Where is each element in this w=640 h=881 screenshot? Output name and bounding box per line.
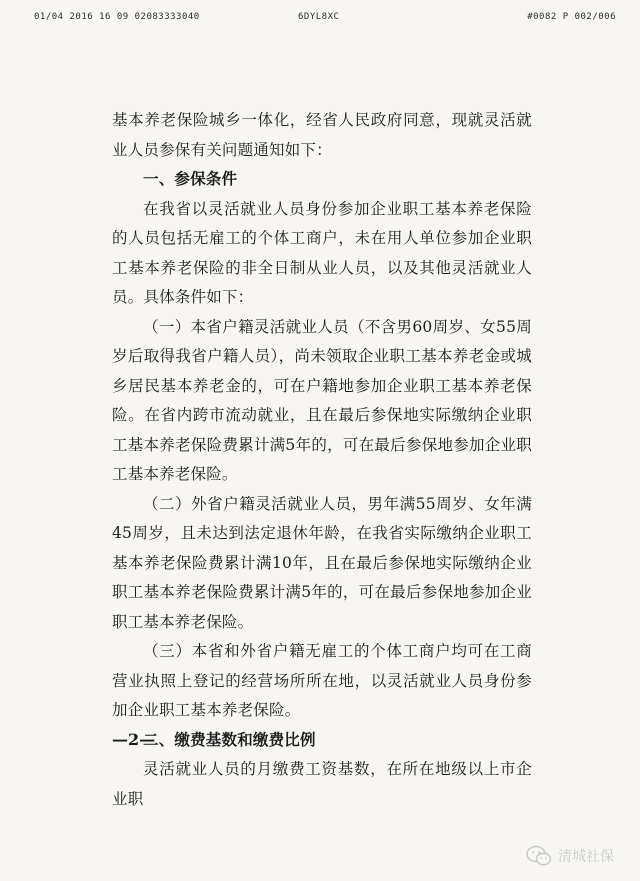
paragraph-item-1: （一）本省户籍灵活就业人员（不含男60周岁、女55周岁后取得我省户籍人员），尚未领取企业职工基本养老金或城乡居民基本养老金的，可在户籍地参加企业职工基本养老保险。在省内跨市流动就业，且在最后参保地实际缴纳企业职工基本养老保险费累计满5年的，可在最后参保地参加企业职工基本养老保险。 bbox=[112, 317, 532, 483]
fax-header-right: #0082 P 002/006 bbox=[527, 12, 616, 22]
section-heading-contribution: 二、缴费基数和缴费比例 bbox=[143, 730, 316, 749]
fax-header bbox=[34, 12, 616, 26]
section-heading-eligibility: 一、参保条件 bbox=[143, 170, 238, 188]
fax-header-middle: 6DYL8XC bbox=[298, 12, 340, 22]
paragraph-item-2: （二）外省户籍灵活就业人员，男年满55周岁、女年满45周岁，且未达到法定退休年龄，在我省实际缴纳企业职工基本养老保险费累计满10年，且在最后参保地实际缴纳企业职工基本养老保险费累计满5年的，可在最后参保地参加企业职工基本养老保险。 bbox=[112, 494, 532, 631]
watermark bbox=[526, 845, 614, 867]
paragraph-eligibility-overview: 在我省以灵活就业人员身份参加企业职工基本养老保险的人员包括无雇工的个体工商户，未在用人单位参加企业职工基本养老保险的非全日制从业人员，以及其他灵活就业人员。具体条件如下： bbox=[112, 199, 532, 306]
document-body bbox=[112, 106, 532, 814]
paragraph-intro-continuation: 基本养老保险城乡一体化，经省人民政府同意，现就灵活就业人员参保有关问题通知如下： bbox=[112, 111, 532, 159]
page-number: —2— bbox=[112, 730, 156, 749]
watermark-text: 清城社保 bbox=[558, 849, 614, 865]
fax-header-left: 01/04 2016 16 09 02083333040 bbox=[34, 12, 200, 22]
wechat-icon bbox=[526, 845, 552, 867]
paragraph-item-3: （三）本省和外省户籍无雇工的个体工商户均可在工商营业执照上登记的经营场所所在地，以灵活就业人员身份参加企业职工基本养老保险。 bbox=[112, 642, 532, 719]
paragraph-contribution-base: 灵活就业人员的月缴费工资基数，在所在地级以上市企业职 bbox=[112, 760, 532, 808]
